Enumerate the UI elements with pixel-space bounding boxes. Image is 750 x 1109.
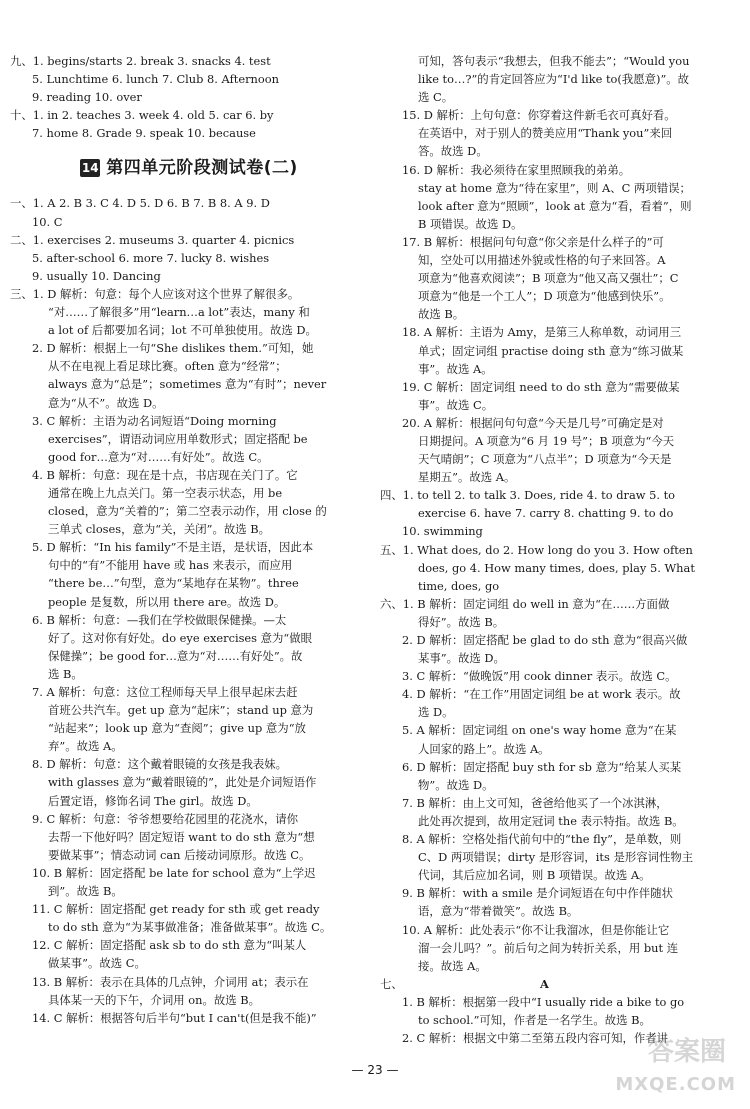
answer-line: 单式；固定词组 practise doing sth 意为“练习做某	[418, 343, 684, 358]
answer-line: with glasses 意为“戴着眼镜的”，此处是介词短语作	[48, 775, 317, 790]
page-number: — 23 —	[351, 1063, 399, 1077]
watermark-top-text: 答案圈	[647, 1037, 726, 1067]
answer-line: 19. C 解析：固定词组 need to do sth 意为“需要做某	[402, 379, 680, 394]
section-7-header	[380, 975, 720, 993]
answer-line: 溜一会儿吗？”。前后句之间为转折关系，用 but 连	[418, 940, 679, 955]
answer-line: 从不在电视上看足球比赛。often 意为“经常”；	[48, 359, 287, 374]
answer-line: 接。故选 A。	[418, 958, 487, 973]
answer-line: 4. D 解析：“在工作”用固定词组 be at work 表示。故	[402, 687, 681, 702]
watermark-logo	[615, 1027, 740, 1097]
answer-line: to do sth 意为“为某事做准备；准备做某事”。故选 C。	[48, 920, 332, 935]
answer-line: a lot of 后都要加名词；lot 不可单独使用。故选 D。	[48, 323, 317, 338]
answer-line: 到”。故选 B。	[48, 884, 123, 899]
answer-line: 5. A 解析：固定词组 on one's way home 意为“在某	[402, 723, 677, 738]
unit-title: 第四单元阶段测试卷(二)	[106, 158, 298, 179]
answer-line: 项意为“他是一个工人”；D 项意为“他感到快乐”。	[418, 289, 671, 304]
answer-line: does, go 4. How many times, does, play 5. What	[418, 560, 695, 575]
answer-line: B 项错误。故选 D。	[418, 216, 523, 231]
answer-line: 6. D 解析：固定搭配 buy sth for sb 意为“给某人买某	[402, 759, 682, 774]
answer-line: 二、1. exercises 2. museums 3. quarter 4. picnics	[10, 232, 295, 247]
answer-line: 2. D 解析：根据上一句“She dislikes them.”可知，她	[32, 341, 314, 356]
unit-number-badge: 14	[81, 161, 99, 176]
answer-line: closed，意为“关着的”；第二空表示动作，用 close 的	[48, 504, 327, 519]
answer-line: people 是复数，所以用 there are。故选 D。	[48, 594, 286, 609]
answer-line: 8. D 解析：句意：这个戴着眼镜的女孩是我表妹。	[32, 757, 288, 772]
answer-line: 九、1. begins/starts 2. break 3. snacks 4. test	[10, 54, 271, 68]
answer-line: 句中的“有”不能用 have 或 has 来表示，而应用	[48, 558, 293, 573]
answer-line: 9. reading 10. over	[32, 90, 142, 105]
answer-line: 星期五”。故选 A。	[418, 470, 516, 485]
answer-line: 3. C 解析：“做晚饭”用 cook dinner 表示。故选 C。	[402, 669, 677, 684]
answers-right-body	[380, 52, 720, 975]
answer-line: 9. usually 10. Dancing	[32, 268, 161, 283]
answer-line: 得好”。故选 B。	[418, 614, 505, 629]
answer-line: exercise 6. have 7. carry 8. chatting 9. to do	[418, 506, 674, 521]
answer-line: 8. A 解析：空格处指代前句中的“the fly”，是单数，则	[402, 832, 682, 847]
answer-line: 答。故选 D。	[418, 144, 488, 159]
answer-line: time, does, go	[418, 578, 500, 593]
answer-line: 事”。故选 A。	[418, 361, 493, 376]
answers-section-9-10	[10, 52, 368, 142]
answer-line: 意为“从不”。故选 D。	[48, 395, 164, 410]
answer-line: 通常在晚上九点关门。第一空表示状态，用 be	[48, 485, 283, 500]
answer-line: 事”。故选 C。	[418, 397, 494, 412]
answer-line: 2. D 解析：固定搭配 be glad to do sth 意为“很高兴做	[402, 633, 688, 647]
answer-line: 后置定语，修饰名词 The girl。故选 D。	[48, 793, 258, 808]
answer-line: 某事”。故选 D。	[418, 651, 505, 666]
answer-line: 15. D 解析：上句句意：你穿着这件新毛衣可真好看。	[402, 108, 676, 123]
answer-line: 保健操”；be good for…意为“对……有好处”。故	[48, 648, 303, 663]
answer-line: “站起来”；look up 意为“查阅”；give up 意为“放	[48, 721, 306, 736]
answer-line: 要做某事”；情态动词 can 后接动词原形。故选 C。	[48, 847, 311, 862]
answer-line: 5. D 解析：“In his family”不是主语，是状语，因此本	[32, 540, 314, 555]
answer-line: 知，空处可以用描述外貌或性格的句子来回答。A	[418, 253, 666, 268]
answer-line: 3. C 解析：主语为动名词短语“Doing morning	[32, 413, 277, 428]
answer-line: 代词，其后应加名词，则 B 项错误。故选 A。	[418, 868, 651, 883]
left-column	[10, 52, 368, 1027]
answer-line: 17. B 解析：根据问句句意“你父亲是什么样子的”可	[402, 234, 664, 249]
answer-line: 选 B。	[48, 666, 83, 681]
answer-line: 20. A 解析：根据问句句意“今天是几号”可确定是对	[402, 415, 664, 430]
answer-line: 三、1. D 解析：句意：每个人应该对这个世界了解很多。	[10, 286, 300, 301]
answer-line: 2. C 解析：根据文中第二至第五段内容可知，作者讲	[402, 1031, 669, 1046]
answer-line: 13. B 解析：表示在具体的几点钟，介词用 at；表示在	[32, 974, 309, 989]
answer-line: 16. D 解析：我必须待在家里照顾我的弟弟。	[402, 162, 631, 177]
answer-line: 此处再次提到，故用定冠词 the 表示特指。故选 B。	[418, 813, 684, 828]
answer-line: 选 D。	[418, 705, 454, 720]
answer-line: 好了。这对你有好处。do eye exercises 意为“做眼	[48, 630, 313, 645]
answer-line: to school.”可知，作者是一名学生。故选 B。	[418, 1012, 651, 1027]
answer-line: 9. B 解析：with a smile 是介词短语在句中作伴随状	[402, 886, 673, 901]
answer-line: “对……了解很多”用“learn…a lot”表达，many 和	[48, 305, 310, 320]
watermark-text: MXQE.COM	[615, 1074, 736, 1095]
answer-line: good for…意为“对……有好处”。故选 C。	[48, 449, 269, 464]
answer-line: 六、1. B 解析：固定词组 do well in 意为“在……方面做	[380, 596, 670, 611]
answer-line: 7. home 8. Grade 9. speak 10. because	[32, 126, 256, 141]
answer-line: 弃”。故选 A。	[48, 739, 123, 754]
answer-line: 日期提问。A 项意为“6 月 19 号”；B 项意为“今天	[418, 433, 675, 448]
answer-line: 语，意为“带着微笑”。故选 B。	[418, 904, 579, 919]
answer-line: 具体某一天的下午，介词用 on。故选 B。	[48, 992, 261, 1007]
answer-line: exercises”，谓语动词应用单数形式；固定搭配 be	[48, 431, 308, 446]
answer-line: 可知，答句表示“我想去，但我不能去”；“Would you	[418, 54, 690, 68]
answer-line: 五、1. What does, do 2. How long do you 3. How often	[380, 542, 693, 557]
answer-line: 天气晴朗”；C 项意为“八点半”；D 项意为“今天是	[418, 452, 672, 467]
unit-header	[10, 156, 368, 180]
answer-line: 物”。故选 D。	[418, 777, 494, 792]
answer-line: 三单式 closes，意为“关，关闭”。故选 B。	[48, 522, 271, 537]
answer-line: 12. C 解析：固定搭配 ask sb to do sth 意为“叫某人	[32, 938, 307, 953]
answer-line: C、D 两项错误；dirty 是形容词，its 是形容词性物主	[418, 850, 694, 865]
answer-line: 18. A 解析：主语为 Amy，是第三人称单数，动词用三	[402, 325, 682, 340]
answer-line: 14. C 解析：根据答句后半句“but I can't(但是我不能)”	[32, 1010, 317, 1025]
answer-line: 11. C 解析：固定搭配 get ready for sth 或 get ready	[32, 902, 320, 917]
answer-line: “there be…”句型，意为“某地存在某物”。three	[48, 576, 299, 591]
answer-line: 4. B 解析：句意：现在是十点，书店现在关门了。它	[32, 467, 298, 482]
answer-line: 1. B 解析：根据第一段中“I usually ride a bike to go	[402, 994, 685, 1009]
answer-line: 10. A 解析：此处表示“你不让我溜冰，但是你能让它	[402, 922, 670, 937]
answer-line: 去帮一下他好吗？固定短语 want to do sth 意为“想	[48, 829, 315, 844]
answer-line: 10. swimming	[402, 524, 483, 539]
answer-line: 四、1. to tell 2. to talk 3. Does, ride 4. to draw 5. to	[380, 488, 676, 503]
answer-line: 选 C。	[418, 90, 454, 105]
answer-line: 10. B 解析：固定搭配 be late for school 意为“上学迟	[32, 865, 316, 880]
section-7-label: 七、	[380, 976, 403, 991]
answer-line: 人回家的路上”。故选 A。	[418, 741, 550, 756]
answer-line: 5. Lunchtime 6. lunch 7. Club 8. Afternoon	[32, 72, 279, 87]
answer-line: 7. B 解析：由上文可知，爸爸给他买了一个冰淇淋，	[402, 795, 668, 810]
section-7-passage-letter: A	[540, 976, 549, 991]
answer-line: 7. A 解析：句意：这位工程师每天早上很早起床去赶	[32, 685, 298, 699]
answer-line: 9. C 解析：句意：爷爷想要给花园里的花浇水，请你	[32, 811, 299, 826]
answer-line: 做某事”。故选 C。	[48, 956, 146, 971]
answer-line: 5. after-school 6. more 7. lucky 8. wishes	[32, 250, 270, 265]
answer-line: always 意为“总是”；sometimes 意为“有时”；never	[48, 377, 327, 392]
answer-line: 首班公共汽车。get up 意为“起床”；stand up 意为	[48, 703, 314, 718]
answer-line: 在英语中，对于别人的赞美应用“Thank you”来回	[418, 126, 673, 141]
answer-line: 十、1. in 2. teaches 3. week 4. old 5. car 6. by	[10, 108, 274, 123]
answer-line: 6. B 解析：句意：—我们在学校做眼保健操。—太	[32, 612, 287, 627]
answer-line: 10. C	[32, 214, 63, 229]
answer-line: stay at home 意为“待在家里”，则 A、C 两项错误；	[418, 180, 691, 195]
answer-line: 一、1. A 2. B 3. C 4. D 5. D 6. B 7. B 8. A 9. D	[10, 196, 270, 211]
answer-line: 项意为“他喜欢阅读”；B 项意为“他又高又强壮”；C	[418, 271, 679, 286]
answer-line: like to…?”的肯定回答应为“I'd like to(我愿意)”。故	[418, 72, 690, 87]
right-column	[380, 52, 720, 1047]
answer-line: look after 意为“照顾”，look at 意为“看，看着”，则	[418, 198, 692, 213]
answer-line: 故选 B。	[418, 307, 465, 322]
answers-left-body	[10, 194, 368, 1026]
